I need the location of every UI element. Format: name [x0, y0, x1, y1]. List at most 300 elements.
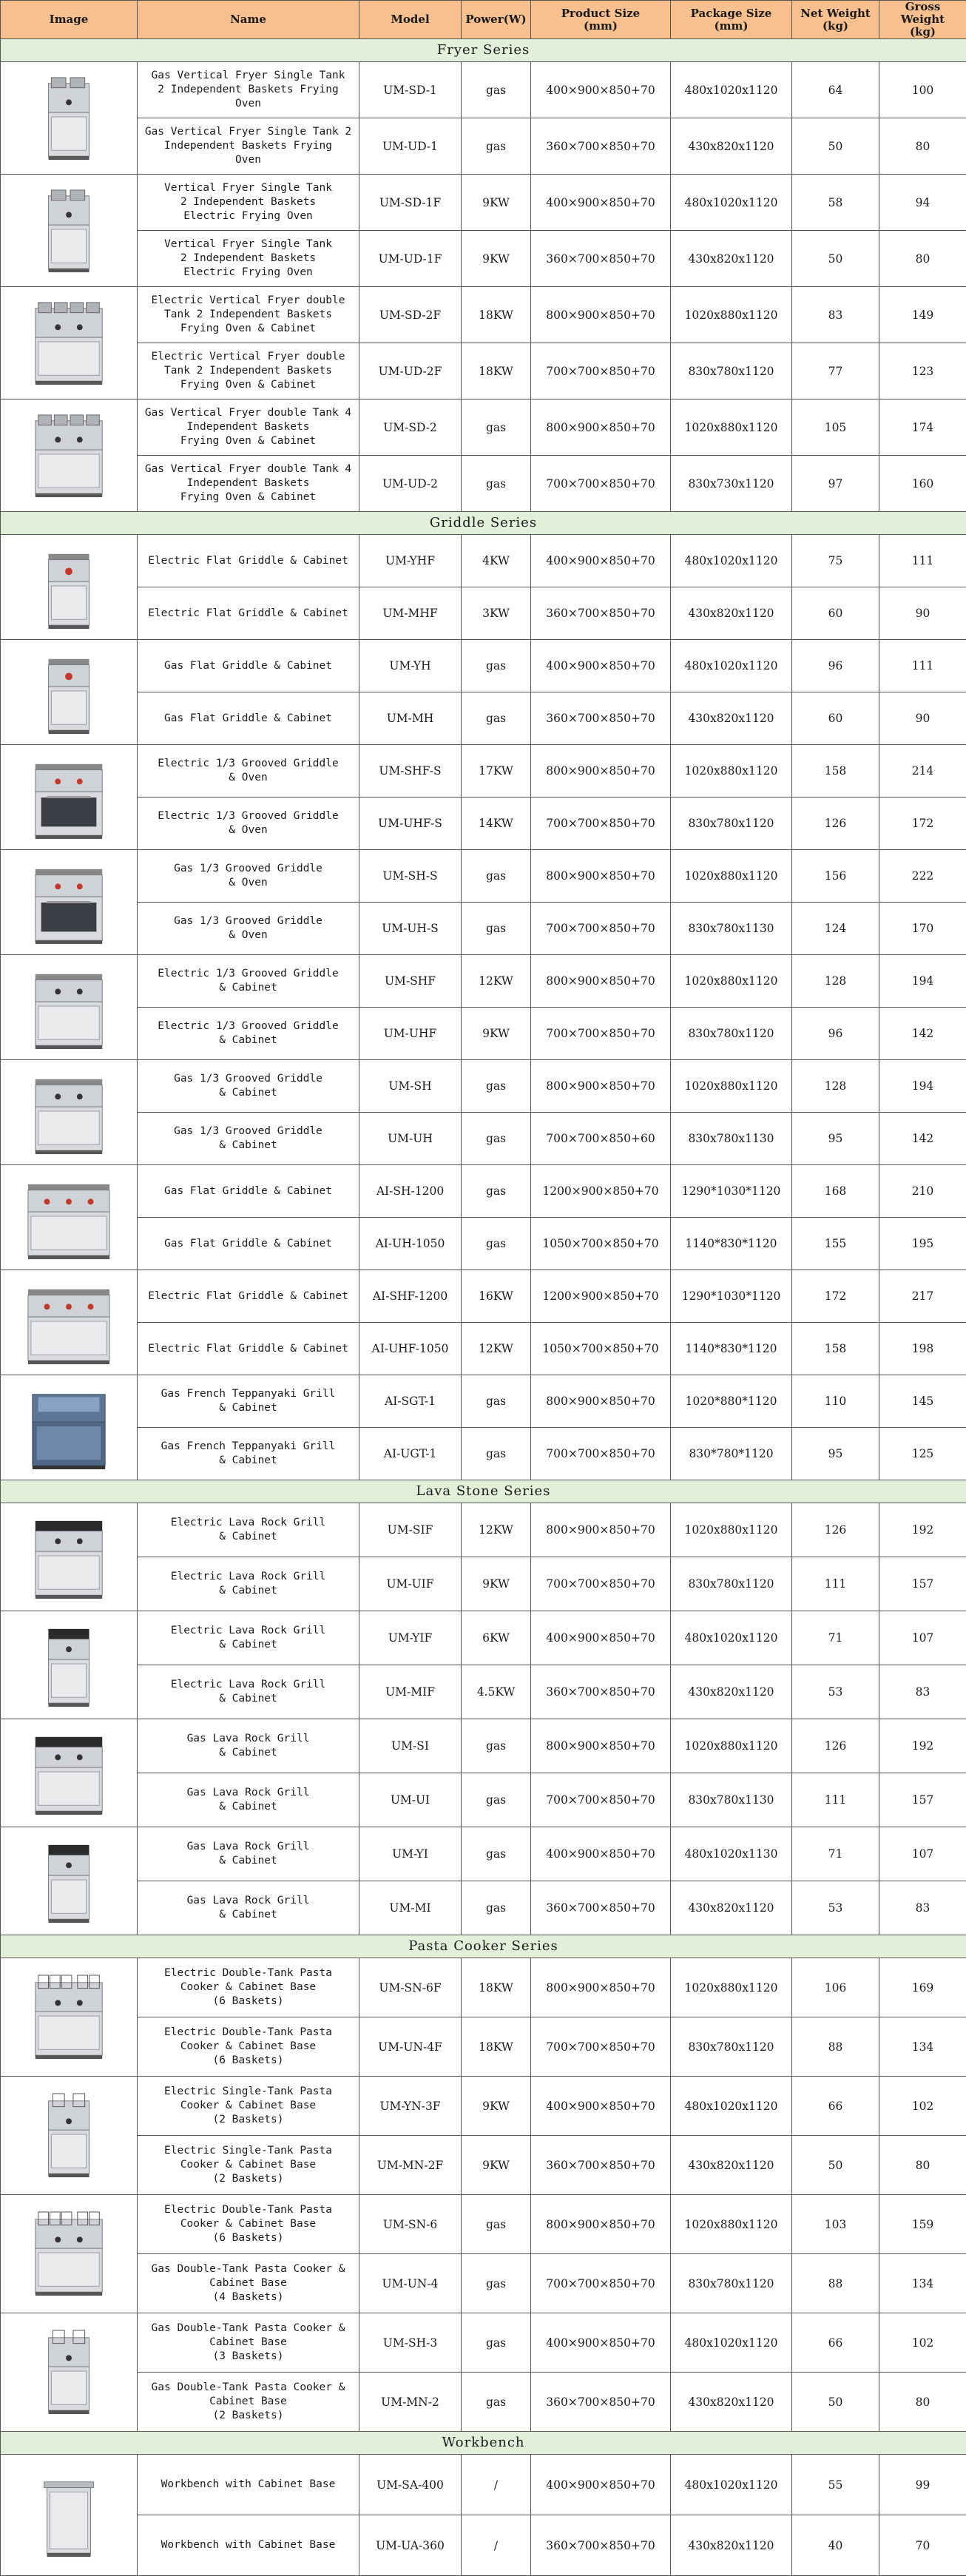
net-weight-cell: 66 [792, 2077, 879, 2136]
gross-weight-cell: 172 [879, 798, 966, 850]
package-size-cell: 480x1020x1120 [671, 2077, 792, 2136]
table-row [1, 1557, 966, 1611]
product-image [1, 287, 138, 399]
power-cell: 12KW [462, 955, 531, 1008]
power-cell: gas [462, 692, 531, 745]
gross-weight-cell: 142 [879, 1008, 966, 1060]
product-size-cell: 800×900×850+70 [531, 850, 671, 903]
net-weight-cell: 111 [792, 1557, 879, 1611]
power-cell: 12KW [462, 1323, 531, 1375]
section-header [1, 1935, 966, 1958]
gross-weight-cell: 134 [879, 2254, 966, 2313]
product-size-cell: 1050×700×850+70 [531, 1218, 671, 1270]
product-size-cell: 800×900×850+70 [531, 399, 671, 456]
product-name: Gas Vertical Fryer Single Tank 2 Independent Baskets Frying Oven [138, 118, 359, 175]
package-size-cell: 480x1020x1120 [671, 62, 792, 118]
power-cell: 9KW [462, 2136, 531, 2195]
package-size-cell: 1020x880x1120 [671, 850, 792, 903]
product-name: Gas Double-Tank Pasta Cooker & Cabinet Base (2 Baskets) [138, 2373, 359, 2432]
net-weight-cell: 106 [792, 1958, 879, 2017]
product-size-cell: 800×900×850+70 [531, 1958, 671, 2017]
product-name: Electric 1/3 Grooved Griddle & Oven [138, 798, 359, 850]
model-cell: AI-SH-1200 [359, 1165, 462, 1218]
product-size-cell: 800×900×850+70 [531, 2195, 671, 2254]
net-weight-cell: 64 [792, 62, 879, 118]
product-size-cell: 800×900×850+70 [531, 1503, 671, 1557]
power-cell: / [462, 2455, 531, 2515]
package-size-cell: 1020x880x1120 [671, 287, 792, 343]
model-cell: UM-UD-1F [359, 231, 462, 287]
product-name: Gas 1/3 Grooved Griddle & Cabinet [138, 1113, 359, 1165]
package-size-cell: 1020x880x1120 [671, 955, 792, 1008]
table-row [1, 1773, 966, 1827]
model-cell: UM-UD-2 [359, 456, 462, 512]
net-weight-cell: 158 [792, 1323, 879, 1375]
power-cell: 9KW [462, 175, 531, 231]
model-cell: UM-YIF [359, 1611, 462, 1665]
appliance-illustration [24, 1514, 113, 1601]
product-image [1, 62, 138, 175]
net-weight-cell: 158 [792, 745, 879, 798]
product-size-cell: 400×900×850+70 [531, 2313, 671, 2373]
net-weight-cell: 40 [792, 2515, 879, 2576]
appliance-illustration [24, 187, 113, 274]
table-row [1, 798, 966, 850]
appliance-illustration [24, 754, 113, 841]
product-size-cell: 700×700×850+70 [531, 456, 671, 512]
col-name: Name [138, 1, 359, 39]
appliance-illustration [24, 412, 113, 499]
power-cell: 17KW [462, 745, 531, 798]
table-row [1, 1958, 966, 2017]
product-name: Electric Lava Rock Grill & Cabinet [138, 1611, 359, 1665]
appliance-illustration [24, 544, 113, 631]
package-size-cell: 430x820x1120 [671, 1881, 792, 1935]
product-image [1, 745, 138, 850]
package-size-cell: 430x820x1120 [671, 118, 792, 175]
model-cell: UM-SN-6F [359, 1958, 462, 2017]
product-size-cell: 700×700×850+70 [531, 1557, 671, 1611]
net-weight-cell: 88 [792, 2017, 879, 2077]
net-weight-cell: 168 [792, 1165, 879, 1218]
section-header [1, 39, 966, 62]
power-cell: 9KW [462, 2077, 531, 2136]
model-cell: UM-YN-3F [359, 2077, 462, 2136]
model-cell: UM-UN-4F [359, 2017, 462, 2077]
product-size-cell: 1200×900×850+70 [531, 1165, 671, 1218]
net-weight-cell: 156 [792, 850, 879, 903]
section-title: Pasta Cooker Series [1, 1935, 966, 1958]
product-image [1, 2077, 138, 2195]
product-size-cell: 700×700×850+70 [531, 2017, 671, 2077]
table-row [1, 1270, 966, 1323]
gross-weight-cell: 217 [879, 1270, 966, 1323]
product-image [1, 535, 138, 640]
product-name: Electric Flat Griddle & Cabinet [138, 535, 359, 587]
product-image [1, 1375, 138, 1480]
model-cell: UM-SHF [359, 955, 462, 1008]
gross-weight-cell: 102 [879, 2077, 966, 2136]
net-weight-cell: 155 [792, 1218, 879, 1270]
col-product-size: Product Size (mm) [531, 1, 671, 39]
table-row [1, 1611, 966, 1665]
product-name: Electric Single-Tank Pasta Cooker & Cabinet Base (2 Baskets) [138, 2136, 359, 2195]
power-cell: gas [462, 1218, 531, 1270]
net-weight-cell: 126 [792, 1719, 879, 1773]
product-size-cell: 1200×900×850+70 [531, 1270, 671, 1323]
power-cell: gas [462, 399, 531, 456]
product-size-cell: 400×900×850+70 [531, 1611, 671, 1665]
product-size-cell: 800×900×850+70 [531, 745, 671, 798]
package-size-cell: 430x820x1120 [671, 1665, 792, 1719]
table-row [1, 640, 966, 692]
power-cell: 9KW [462, 231, 531, 287]
model-cell: UM-SIF [359, 1503, 462, 1557]
table-row [1, 692, 966, 745]
table-row [1, 1428, 966, 1480]
model-cell: UM-MHF [359, 587, 462, 640]
package-size-cell: 480x1020x1120 [671, 175, 792, 231]
table-row [1, 2077, 966, 2136]
gross-weight-cell: 94 [879, 175, 966, 231]
col-power: Power(W) [462, 1, 531, 39]
package-size-cell: 430x820x1120 [671, 587, 792, 640]
product-size-cell: 700×700×850+70 [531, 798, 671, 850]
package-size-cell: 480x1020x1130 [671, 1827, 792, 1881]
table-row [1, 903, 966, 955]
package-size-cell: 480x1020x1120 [671, 1611, 792, 1665]
gross-weight-cell: 111 [879, 640, 966, 692]
power-cell: 18KW [462, 2017, 531, 2077]
product-name: Workbench with Cabinet Base [138, 2455, 359, 2515]
product-name: Gas 1/3 Grooved Griddle & Oven [138, 850, 359, 903]
table-row [1, 1060, 966, 1113]
package-size-cell: 830*780*1120 [671, 1428, 792, 1480]
model-cell: UM-YHF [359, 535, 462, 587]
net-weight-cell: 97 [792, 456, 879, 512]
appliance-illustration [24, 300, 113, 387]
net-weight-cell: 105 [792, 399, 879, 456]
model-cell: UM-SD-1F [359, 175, 462, 231]
product-size-cell: 360×700×850+70 [531, 1881, 671, 1935]
gross-weight-cell: 83 [879, 1665, 966, 1719]
net-weight-cell: 53 [792, 1665, 879, 1719]
net-weight-cell: 53 [792, 1881, 879, 1935]
package-size-cell: 480x1020x1120 [671, 2313, 792, 2373]
product-image [1, 1503, 138, 1611]
gross-weight-cell: 134 [879, 2017, 966, 2077]
product-name: Electric 1/3 Grooved Griddle & Cabinet [138, 1008, 359, 1060]
table-row [1, 2254, 966, 2313]
net-weight-cell: 96 [792, 640, 879, 692]
product-image [1, 1165, 138, 1270]
power-cell: gas [462, 62, 531, 118]
product-name: Gas Vertical Fryer Single Tank 2 Independent Baskets Frying Oven [138, 62, 359, 118]
appliance-illustration [24, 1974, 113, 2061]
table-row [1, 1881, 966, 1935]
product-size-cell: 400×900×850+70 [531, 640, 671, 692]
power-cell: gas [462, 1827, 531, 1881]
gross-weight-cell: 99 [879, 2455, 966, 2515]
package-size-cell: 1140*830*1120 [671, 1323, 792, 1375]
model-cell: UM-SHF-S [359, 745, 462, 798]
section-header [1, 2432, 966, 2455]
product-image [1, 955, 138, 1060]
net-weight-cell: 88 [792, 2254, 879, 2313]
gross-weight-cell: 70 [879, 2515, 966, 2576]
product-name: Gas French Teppanyaki Grill & Cabinet [138, 1428, 359, 1480]
package-size-cell: 830x780x1120 [671, 2254, 792, 2313]
product-image [1, 1611, 138, 1719]
table-row [1, 2313, 966, 2373]
product-name: Electric Vertical Fryer double Tank 2 Independent Baskets Frying Oven & Cabinet [138, 287, 359, 343]
product-size-cell: 700×700×850+70 [531, 903, 671, 955]
gross-weight-cell: 107 [879, 1827, 966, 1881]
product-size-cell: 400×900×850+70 [531, 535, 671, 587]
product-image [1, 2313, 138, 2432]
appliance-illustration [24, 1384, 113, 1471]
product-name: Workbench with Cabinet Base [138, 2515, 359, 2576]
power-cell: gas [462, 850, 531, 903]
package-size-cell: 830x780x1120 [671, 1557, 792, 1611]
col-model: Model [359, 1, 462, 39]
product-size-cell: 400×900×850+70 [531, 2077, 671, 2136]
net-weight-cell: 75 [792, 535, 879, 587]
table-row [1, 62, 966, 118]
gross-weight-cell: 142 [879, 1113, 966, 1165]
power-cell: gas [462, 1113, 531, 1165]
model-cell: UM-MN-2F [359, 2136, 462, 2195]
product-size-cell: 360×700×850+70 [531, 2136, 671, 2195]
model-cell: UM-UH-S [359, 903, 462, 955]
gross-weight-cell: 194 [879, 1060, 966, 1113]
product-name: Vertical Fryer Single Tank 2 Independent Baskets Electric Frying Oven [138, 231, 359, 287]
product-size-cell: 1050×700×850+70 [531, 1323, 671, 1375]
net-weight-cell: 111 [792, 1773, 879, 1827]
table-row [1, 1665, 966, 1719]
power-cell: 18KW [462, 287, 531, 343]
table-row [1, 1375, 966, 1428]
model-cell: UM-SD-2 [359, 399, 462, 456]
section-header [1, 512, 966, 535]
table-row [1, 231, 966, 287]
model-cell: UM-SA-400 [359, 2455, 462, 2515]
net-weight-cell: 60 [792, 587, 879, 640]
gross-weight-cell: 157 [879, 1773, 966, 1827]
model-cell: UM-UN-4 [359, 2254, 462, 2313]
table-row [1, 1827, 966, 1881]
table-row [1, 955, 966, 1008]
gross-weight-cell: 125 [879, 1428, 966, 1480]
model-cell: UM-UI [359, 1773, 462, 1827]
product-image [1, 1719, 138, 1827]
gross-weight-cell: 198 [879, 1323, 966, 1375]
table-row [1, 1719, 966, 1773]
model-cell: UM-UHF-S [359, 798, 462, 850]
package-size-cell: 830x730x1120 [671, 456, 792, 512]
model-cell: UM-UD-2F [359, 343, 462, 399]
gross-weight-cell: 192 [879, 1719, 966, 1773]
appliance-illustration [24, 1838, 113, 1925]
section-title: Fryer Series [1, 39, 966, 62]
product-size-cell: 360×700×850+70 [531, 231, 671, 287]
model-cell: AI-SHF-1200 [359, 1270, 462, 1323]
product-size-cell: 800×900×850+70 [531, 1375, 671, 1428]
appliance-illustration [24, 1174, 113, 1261]
table-row [1, 850, 966, 903]
package-size-cell: 1020x880x1120 [671, 1060, 792, 1113]
product-image [1, 2455, 138, 2576]
product-image [1, 2195, 138, 2313]
package-size-cell: 1290*1030*1120 [671, 1270, 792, 1323]
gross-weight-cell: 159 [879, 2195, 966, 2254]
package-size-cell: 1020x880x1120 [671, 1958, 792, 2017]
model-cell: AI-UH-1050 [359, 1218, 462, 1270]
model-cell: AI-SGT-1 [359, 1375, 462, 1428]
table-row [1, 745, 966, 798]
product-size-cell: 360×700×850+70 [531, 2373, 671, 2432]
product-name: Electric Double-Tank Pasta Cooker & Cabinet Base (6 Baskets) [138, 2195, 359, 2254]
section-title: Workbench [1, 2432, 966, 2455]
product-size-cell: 360×700×850+70 [531, 692, 671, 745]
product-name: Gas Flat Griddle & Cabinet [138, 1218, 359, 1270]
package-size-cell: 830x780x1120 [671, 2017, 792, 2077]
product-size-cell: 800×900×850+70 [531, 287, 671, 343]
power-cell: gas [462, 640, 531, 692]
table-row [1, 1218, 966, 1270]
product-name: Gas Flat Griddle & Cabinet [138, 692, 359, 745]
package-size-cell: 1290*1030*1120 [671, 1165, 792, 1218]
product-name: Gas Lava Rock Grill & Cabinet [138, 1773, 359, 1827]
power-cell: gas [462, 1428, 531, 1480]
model-cell: UM-MH [359, 692, 462, 745]
product-size-cell: 800×900×850+70 [531, 1719, 671, 1773]
appliance-illustration [24, 75, 113, 162]
model-cell: UM-UIF [359, 1557, 462, 1611]
col-package-size: Package Size (mm) [671, 1, 792, 39]
net-weight-cell: 95 [792, 1113, 879, 1165]
appliance-illustration [24, 1069, 113, 1156]
gross-weight-cell: 195 [879, 1218, 966, 1270]
gross-weight-cell: 149 [879, 287, 966, 343]
gross-weight-cell: 192 [879, 1503, 966, 1557]
product-name: Electric Double-Tank Pasta Cooker & Cabinet Base (6 Baskets) [138, 1958, 359, 2017]
gross-weight-cell: 80 [879, 231, 966, 287]
net-weight-cell: 124 [792, 903, 879, 955]
power-cell: gas [462, 456, 531, 512]
section-title: Lava Stone Series [1, 1480, 966, 1503]
power-cell: gas [462, 1773, 531, 1827]
net-weight-cell: 83 [792, 287, 879, 343]
model-cell: UM-MI [359, 1881, 462, 1935]
power-cell: gas [462, 903, 531, 955]
appliance-illustration [24, 964, 113, 1051]
package-size-cell: 430x820x1120 [671, 2515, 792, 2576]
product-name: Electric Lava Rock Grill & Cabinet [138, 1557, 359, 1611]
net-weight-cell: 50 [792, 2373, 879, 2432]
power-cell: 9KW [462, 1557, 531, 1611]
product-size-cell: 360×700×850+70 [531, 2515, 671, 2576]
gross-weight-cell: 123 [879, 343, 966, 399]
net-weight-cell: 71 [792, 1611, 879, 1665]
product-name: Electric Vertical Fryer double Tank 2 Independent Baskets Frying Oven & Cabinet [138, 343, 359, 399]
product-image [1, 850, 138, 955]
net-weight-cell: 128 [792, 955, 879, 1008]
table-row [1, 2017, 966, 2077]
section-header [1, 1480, 966, 1503]
product-size-cell: 400×900×850+70 [531, 175, 671, 231]
net-weight-cell: 95 [792, 1428, 879, 1480]
model-cell: UM-SN-6 [359, 2195, 462, 2254]
gross-weight-cell: 90 [879, 587, 966, 640]
product-size-cell: 700×700×850+70 [531, 1428, 671, 1480]
product-name: Gas Flat Griddle & Cabinet [138, 640, 359, 692]
net-weight-cell: 110 [792, 1375, 879, 1428]
gross-weight-cell: 90 [879, 692, 966, 745]
model-cell: UM-MN-2 [359, 2373, 462, 2432]
net-weight-cell: 50 [792, 231, 879, 287]
table-row [1, 175, 966, 231]
product-image [1, 1827, 138, 1935]
table-row [1, 1503, 966, 1557]
net-weight-cell: 58 [792, 175, 879, 231]
model-cell: UM-SD-2F [359, 287, 462, 343]
table-row [1, 2515, 966, 2576]
package-size-cell: 1140*830*1120 [671, 1218, 792, 1270]
power-cell: / [462, 2515, 531, 2576]
appliance-illustration [24, 2092, 113, 2179]
product-name: Electric Single-Tank Pasta Cooker & Cabinet Base (2 Baskets) [138, 2077, 359, 2136]
appliance-illustration [24, 2329, 113, 2416]
power-cell: 4.5KW [462, 1665, 531, 1719]
table-row [1, 2455, 966, 2515]
package-size-cell: 830x780x1130 [671, 903, 792, 955]
product-name: Electric Lava Rock Grill & Cabinet [138, 1503, 359, 1557]
product-image [1, 1060, 138, 1165]
power-cell: gas [462, 1719, 531, 1773]
table-row [1, 1008, 966, 1060]
package-size-cell: 830x780x1120 [671, 343, 792, 399]
net-weight-cell: 126 [792, 1503, 879, 1557]
table-row [1, 2373, 966, 2432]
appliance-illustration [24, 2472, 113, 2559]
product-size-cell: 700×700×850+70 [531, 1773, 671, 1827]
header-row [1, 1, 966, 39]
table-row [1, 287, 966, 343]
net-weight-cell: 71 [792, 1827, 879, 1881]
gross-weight-cell: 107 [879, 1611, 966, 1665]
model-cell: UM-MIF [359, 1665, 462, 1719]
power-cell: 18KW [462, 343, 531, 399]
section-title: Griddle Series [1, 512, 966, 535]
product-image [1, 1958, 138, 2077]
net-weight-cell: 55 [792, 2455, 879, 2515]
power-cell: 4KW [462, 535, 531, 587]
product-name: Gas Vertical Fryer double Tank 4 Independent Baskets Frying Oven & Cabinet [138, 456, 359, 512]
power-cell: gas [462, 2195, 531, 2254]
product-name: Gas Vertical Fryer double Tank 4 Independent Baskets Frying Oven & Cabinet [138, 399, 359, 456]
model-cell: UM-UD-1 [359, 118, 462, 175]
model-cell: UM-UH [359, 1113, 462, 1165]
model-cell: AI-UGT-1 [359, 1428, 462, 1480]
gross-weight-cell: 170 [879, 903, 966, 955]
product-name: Electric Flat Griddle & Cabinet [138, 587, 359, 640]
table-row [1, 343, 966, 399]
power-cell: 18KW [462, 1958, 531, 2017]
product-size-cell: 800×900×850+70 [531, 1060, 671, 1113]
appliance-illustration [24, 1279, 113, 1366]
product-size-cell: 400×900×850+70 [531, 2455, 671, 2515]
